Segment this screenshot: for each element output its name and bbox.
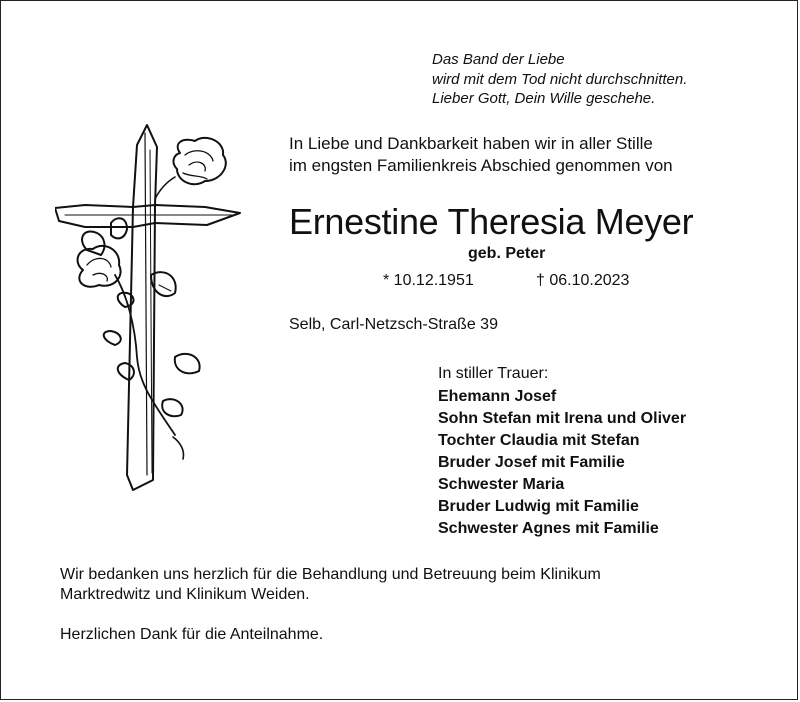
address: Selb, Carl-Netzsch-Straße 39 bbox=[289, 316, 498, 333]
maiden-name: geb. Peter bbox=[468, 245, 546, 262]
mourners-list bbox=[438, 386, 686, 540]
intro-line: im engsten Familienkreis Abschied genommen von bbox=[289, 156, 673, 175]
cross-with-roses-icon bbox=[55, 95, 255, 495]
mourners-heading: In stiller Trauer: bbox=[438, 365, 549, 382]
closing-text: Herzlichen Dank für die Anteilnahme. bbox=[60, 626, 324, 643]
mourner-item: Bruder Josef mit Familie bbox=[438, 454, 625, 471]
poem-line: wird mit dem Tod nicht durchschnitten. bbox=[432, 70, 688, 88]
thanks-line: Marktredwitz und Klinikum Weiden. bbox=[60, 586, 310, 603]
poem-line: Lieber Gott, Dein Wille geschehe. bbox=[432, 90, 656, 107]
mourner-item: Tochter Claudia mit Stefan bbox=[438, 432, 640, 449]
thanks-text bbox=[60, 565, 601, 605]
mourner-item: Sohn Stefan mit Irena und Oliver bbox=[438, 410, 687, 427]
deceased-name: Ernestine Theresia Meyer bbox=[289, 201, 694, 242]
poem-block bbox=[432, 50, 687, 109]
intro-text bbox=[289, 133, 673, 177]
death-date: † 06.10.2023 bbox=[536, 272, 630, 289]
birth-date: * 10.12.1951 bbox=[383, 272, 474, 289]
thanks-line: Wir bedanken uns herzlich für die Behandlung und Betreuung beim Klinikum bbox=[60, 566, 601, 583]
mourner-item: Bruder Ludwig mit Familie bbox=[438, 498, 639, 515]
mourner-item: Schwester Agnes mit Familie bbox=[438, 520, 659, 537]
mourner-item: Ehemann Josef bbox=[438, 388, 557, 405]
intro-line: In Liebe und Dankbarkeit haben wir in aller Stille bbox=[289, 134, 653, 153]
poem-line: Das Band der Liebe bbox=[432, 51, 565, 68]
mourner-item: Schwester Maria bbox=[438, 476, 565, 493]
